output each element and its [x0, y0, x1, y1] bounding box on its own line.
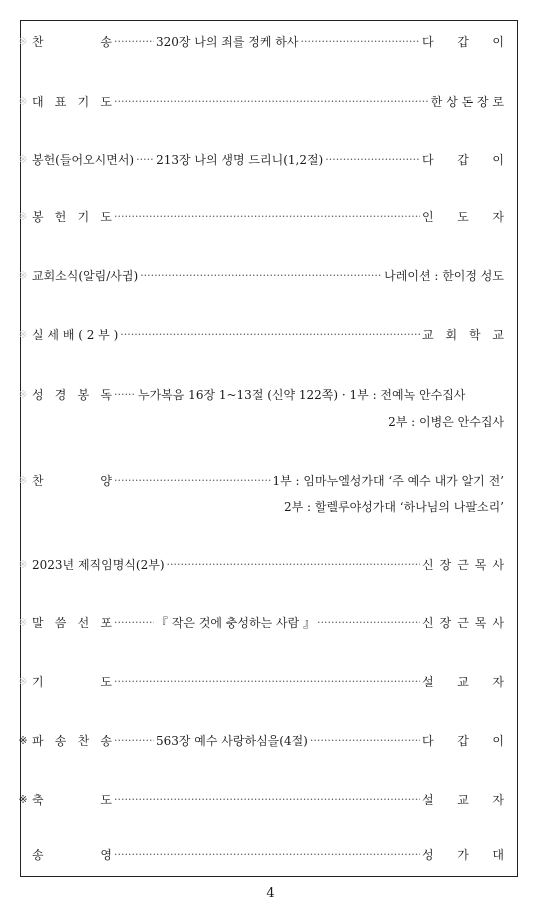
item-detail: 누가복음 16장 1~13절 (신약 122쪽) · 1부 : 전예녹 안수집사 — [138, 387, 466, 402]
order-row-closing-prayer — [18, 672, 504, 690]
item-title: 2023년 제직임명식(2부) — [32, 557, 165, 572]
leader-dots — [310, 734, 420, 747]
leader-dots — [114, 793, 420, 806]
order-row-offering — [18, 150, 504, 168]
order-row-benediction — [18, 790, 504, 808]
item-title: 봉헌(들어오시면서) — [32, 152, 135, 167]
item-title: 실 세 배 ( 2 부 ) — [32, 327, 119, 342]
leader-dots — [114, 734, 154, 747]
leader-dots — [114, 388, 136, 401]
leader-dots — [114, 675, 420, 688]
reference-mark: ※ — [18, 792, 28, 806]
item-title: 봉 헌 기 도 — [32, 209, 112, 224]
reference-mark: ※ — [18, 268, 28, 282]
item-detail: 213장 나의 생명 드리니(1,2절) — [156, 152, 324, 167]
page-number: 4 — [266, 886, 275, 901]
order-row-scripture — [18, 385, 504, 403]
item-detail: 1부 : 임마누엘성가대 ‘주 예수 내가 알기 전’ — [272, 473, 504, 488]
reference-mark: ※ — [18, 94, 28, 108]
item-detail-line2: 2부 : 이병은 안수집사 — [388, 415, 504, 429]
item-title: 대 표 기 도 — [32, 94, 112, 109]
item-leader: 설 교 자 — [422, 674, 504, 689]
item-title: 교회소식(알림/사귐) — [32, 268, 139, 283]
order-row-doxology — [32, 845, 504, 863]
item-leader: 다 갑 이 — [422, 733, 504, 748]
item-title: 찬 양 — [32, 473, 112, 488]
item-title: 축 도 — [32, 792, 112, 807]
item-leader: 인 도 자 — [422, 209, 504, 224]
leader-dots — [301, 35, 421, 48]
item-leader: 성 가 대 — [422, 847, 504, 862]
reference-mark: ※ — [18, 557, 28, 571]
order-row-sending-hymn — [18, 731, 504, 749]
leader-dots — [120, 328, 420, 341]
order-row-worship — [18, 325, 504, 343]
item-leader: 나레이션 : 한이정 성도 — [384, 268, 504, 283]
order-row-news — [18, 266, 504, 284]
order-row-anthem — [18, 471, 504, 489]
item-leader: 한 상 돈 장 로 — [430, 94, 504, 109]
order-row-sermon — [18, 613, 504, 631]
reference-mark: ※ — [18, 473, 28, 487]
item-leader: 신 장 근 목 사 — [422, 557, 504, 572]
reference-mark: ※ — [18, 733, 28, 747]
leader-dots — [114, 848, 420, 861]
item-detail: 320장 나의 죄를 정케 하사 — [156, 34, 299, 49]
leader-dots — [167, 558, 421, 571]
leader-dots — [136, 153, 154, 166]
item-leader: 다 갑 이 — [422, 34, 504, 49]
item-leader: 신 장 근 목 사 — [422, 615, 504, 630]
leader-dots — [114, 210, 420, 223]
leader-dots — [317, 616, 420, 629]
item-title: 성 경 봉 독 — [32, 387, 112, 402]
item-title: 찬 송 — [32, 34, 112, 49]
item-leader: 설 교 자 — [422, 792, 504, 807]
leader-dots — [114, 616, 154, 629]
reference-mark: ※ — [18, 209, 28, 223]
item-title: 기 도 — [32, 674, 112, 689]
item-leader: 다 갑 이 — [422, 152, 504, 167]
leader-dots — [114, 95, 429, 108]
order-row-appointment — [18, 555, 504, 573]
order-row-offering-prayer — [18, 207, 504, 225]
item-detail: 563장 예수 사랑하심을(4절) — [156, 733, 308, 748]
item-title: 파 송 찬 송 — [32, 733, 112, 748]
item-leader: 교 회 학 교 — [422, 327, 504, 342]
leader-dots — [140, 269, 382, 282]
leader-dots — [114, 35, 154, 48]
reference-mark: ※ — [18, 34, 28, 48]
leader-dots — [114, 474, 271, 487]
item-detail-line2: 2부 : 할렐루야성가대 ‘하나님의 나팔소리’ — [283, 500, 504, 514]
reference-mark: ※ — [18, 387, 28, 401]
item-title: 말 씀 선 포 — [32, 615, 112, 630]
item-detail: 『 작은 것에 충성하는 사람 』 — [156, 615, 315, 630]
reference-mark: ※ — [18, 152, 28, 166]
order-row-hymn — [18, 32, 504, 50]
reference-mark: ※ — [18, 615, 28, 629]
leader-dots — [325, 153, 420, 166]
reference-mark: ※ — [18, 674, 28, 688]
reference-mark: ※ — [18, 327, 28, 341]
order-row-prayer — [18, 92, 504, 110]
item-title: 송 영 — [32, 847, 112, 862]
